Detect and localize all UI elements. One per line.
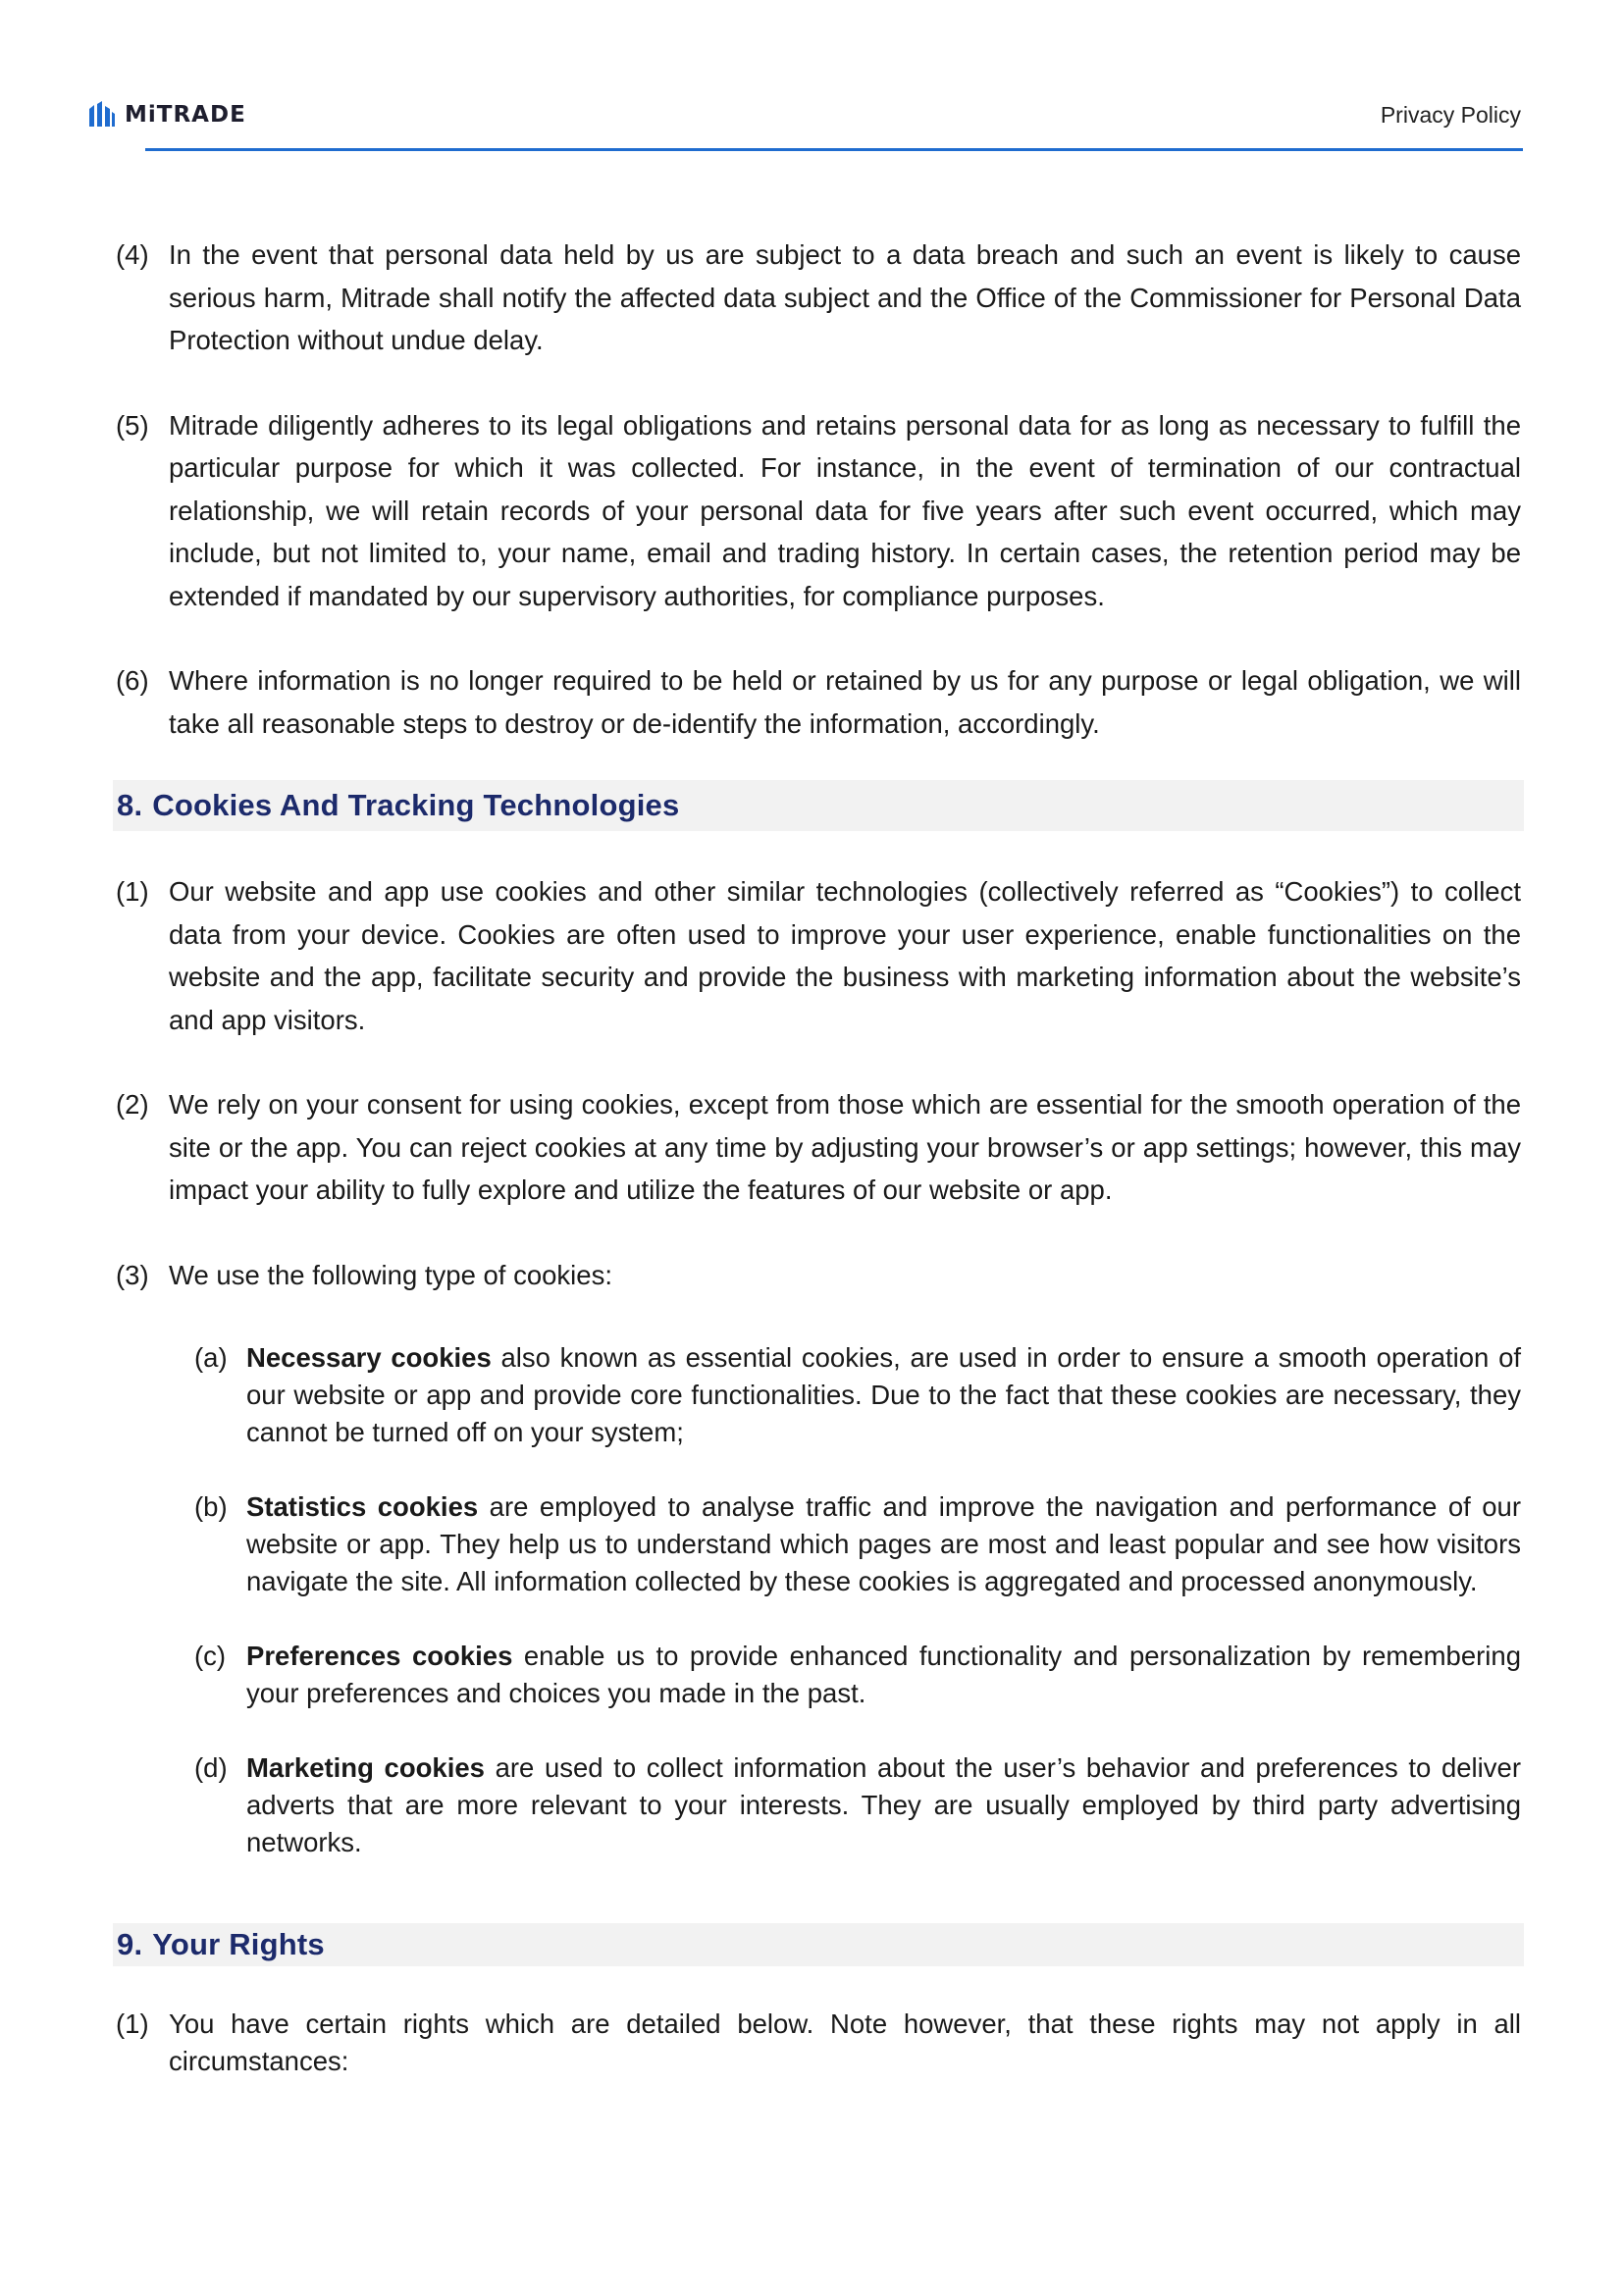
item-text: We rely on your consent for using cookies, except from those which are essential for the smooth operation of the site or the app. You can reject cookies at any time by adjusting your browser’s or app settings; however, this may impact your ability to fully explore and utilize the features of our website or app. bbox=[169, 1089, 1521, 1205]
item-text: Where information is no longer required to be held or retained by us for any purpose or legal obligation, we will take all reasonable steps to destroy or de-identify the information, accordingly. bbox=[169, 665, 1521, 739]
item-number: (3) bbox=[116, 1259, 149, 1290]
retention-item-5 bbox=[116, 404, 1521, 618]
cookie-type-marketing bbox=[116, 1749, 1521, 1861]
cookie-type-term: Statistics cookies bbox=[246, 1491, 479, 1522]
page-header bbox=[86, 98, 1523, 153]
cookie-type-term: Marketing cookies bbox=[246, 1752, 485, 1783]
retention-item-4 bbox=[116, 234, 1521, 362]
item-text: Mitrade diligently adheres to its legal obligations and retains personal data for as long as necessary to fulfill the particular purpose for which it was collected. For instance, in the event of termination of our contractual relationship, we will retain records of your personal data for five years after such event occurred, which may include, but not limited to, your name, email and trading history. In certain cases, the retention period may be extended if mandated by our supervisory authorities, for compliance purposes. bbox=[169, 409, 1521, 611]
item-number: (1) bbox=[116, 2008, 149, 2039]
cookie-type-necessary bbox=[116, 1339, 1521, 1451]
section-title: 8. Cookies And Tracking Technologies bbox=[117, 788, 680, 822]
item-text: Our website and app use cookies and other similar technologies (collectively referred as “Cookies”) to collect data from your device. Cookies are often used to improve your user experience, enable functionalities on the website and the app, facilitate security and provide the business with marketing information about the website’s and app visitors. bbox=[169, 876, 1521, 1035]
rights-item-1 bbox=[116, 2006, 1521, 2080]
item-number: (5) bbox=[116, 409, 149, 441]
document-body bbox=[116, 234, 1521, 2080]
cookie-type-label: (d) bbox=[194, 1752, 228, 1783]
cookies-item-1 bbox=[116, 870, 1521, 1041]
brand-logo bbox=[86, 100, 246, 130]
item-number: (4) bbox=[116, 239, 149, 270]
cookie-type-term: Necessary cookies bbox=[246, 1342, 492, 1373]
brand-name: MiTRADE bbox=[125, 102, 246, 128]
cookie-type-statistics bbox=[116, 1488, 1521, 1600]
cookie-type-preferences bbox=[116, 1638, 1521, 1712]
item-number: (6) bbox=[116, 665, 149, 696]
retention-item-6 bbox=[116, 659, 1521, 745]
cookies-item-2 bbox=[116, 1083, 1521, 1212]
section-8-heading bbox=[113, 780, 1524, 831]
mitrade-logo-icon bbox=[86, 100, 116, 130]
cookie-type-term: Preferences cookies bbox=[246, 1641, 513, 1671]
document-label: Privacy Policy bbox=[1380, 102, 1521, 128]
item-text: You have certain rights which are detailed below. Note however, that these rights may not apply in all circumstances: bbox=[169, 2008, 1521, 2076]
item-text: We use the following type of cookies: bbox=[169, 1259, 612, 1290]
cookie-type-text: are employed to analyse traffic and improve the navigation and performance of our website or app. They help us to understand which pages are most and least popular and see how visitors navigate the site. All information collected by these cookies is aggregated and processed anonymously. bbox=[246, 1491, 1521, 1596]
cookie-type-text: enable us to provide enhanced functionality and personalization by remembering your preferences and choices you made in the past. bbox=[246, 1641, 1521, 1708]
item-text: In the event that personal data held by us are subject to a data breach and such an event is likely to cause serious harm, Mitrade shall notify the affected data subject and the Office of the Commissioner for Personal Data Protection without undue delay. bbox=[169, 239, 1521, 355]
cookie-type-text: also known as essential cookies, are used in order to ensure a smooth operation of our website or app and provide core functionalities. Due to the fact that these cookies are necessary, they cannot be turned off on your system; bbox=[246, 1342, 1521, 1447]
section-9-heading bbox=[113, 1923, 1524, 1966]
header-divider bbox=[145, 148, 1523, 151]
cookies-item-3 bbox=[116, 1254, 1521, 1297]
item-number: (2) bbox=[116, 1089, 149, 1120]
section-title: 9. Your Rights bbox=[117, 1927, 325, 1961]
item-number: (1) bbox=[116, 876, 149, 907]
cookie-type-label: (b) bbox=[194, 1491, 228, 1522]
cookie-type-label: (a) bbox=[194, 1342, 228, 1373]
cookie-type-label: (c) bbox=[194, 1641, 227, 1671]
cookie-type-text: are used to collect information about the user’s behavior and preferences to deliver adverts that are more relevant to your interests. They are usually employed by third party advertising networks. bbox=[246, 1752, 1521, 1857]
